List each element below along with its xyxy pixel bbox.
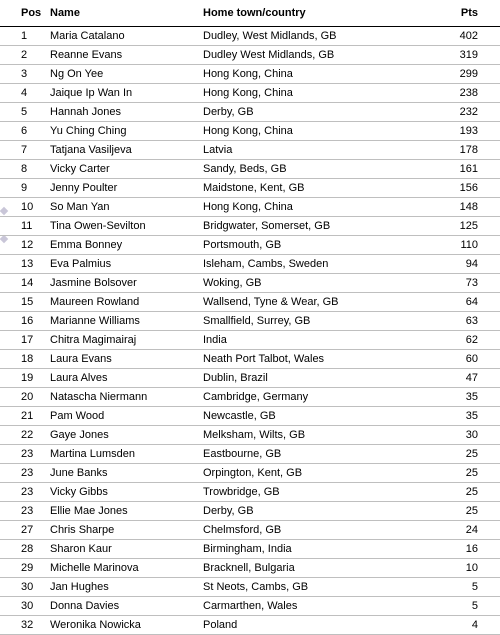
cell-pos: 30	[0, 597, 50, 616]
cell-pts: 35	[403, 407, 500, 426]
cell-name: Ellie Mae Jones	[50, 502, 203, 521]
cell-home-town: Hong Kong, China	[203, 198, 403, 217]
table-row	[0, 141, 500, 160]
cell-home-town: Poland	[203, 616, 403, 635]
table-row	[0, 407, 500, 426]
table-row	[0, 312, 500, 331]
cell-pos: 11	[0, 217, 50, 236]
cell-home-town: Hong Kong, China	[203, 122, 403, 141]
table-row	[0, 122, 500, 141]
cell-pts: 161	[403, 160, 500, 179]
cell-home-town: Newcastle, GB	[203, 407, 403, 426]
cell-home-town: Portsmouth, GB	[203, 236, 403, 255]
cell-pos: 18	[0, 350, 50, 369]
cell-name: Maria Catalano	[50, 27, 203, 46]
table-row	[0, 388, 500, 407]
cell-home-town: Dudley, West Midlands, GB	[203, 27, 403, 46]
table-row	[0, 464, 500, 483]
cell-home-town: Derby, GB	[203, 103, 403, 122]
table-row	[0, 84, 500, 103]
rankings-table-body	[0, 27, 500, 635]
cell-pos: 23	[0, 502, 50, 521]
cell-pos: 7	[0, 141, 50, 160]
cell-pts: 156	[403, 179, 500, 198]
cell-pts: 73	[403, 274, 500, 293]
table-row	[0, 65, 500, 84]
cell-pts: 24	[403, 521, 500, 540]
cell-name: Tatjana Vasiljeva	[50, 141, 203, 160]
table-row	[0, 217, 500, 236]
cell-name: Michelle Marinova	[50, 559, 203, 578]
cell-home-town: Neath Port Talbot, Wales	[203, 350, 403, 369]
cell-name: Chris Sharpe	[50, 521, 203, 540]
table-row	[0, 179, 500, 198]
cell-pts: 148	[403, 198, 500, 217]
table-row	[0, 369, 500, 388]
cell-pts: 4	[403, 616, 500, 635]
cell-pos: 10	[0, 198, 50, 217]
cell-name: Jan Hughes	[50, 578, 203, 597]
cell-home-town: Carmarthen, Wales	[203, 597, 403, 616]
cell-pts: 238	[403, 84, 500, 103]
cell-name: Natascha Niermann	[50, 388, 203, 407]
cell-home-town: Smallfield, Surrey, GB	[203, 312, 403, 331]
cell-name: Hannah Jones	[50, 103, 203, 122]
cell-home-town: Latvia	[203, 141, 403, 160]
cell-home-town: Woking, GB	[203, 274, 403, 293]
cell-pts: 299	[403, 65, 500, 84]
cell-home-town: Derby, GB	[203, 502, 403, 521]
column-header-name: Name	[50, 0, 203, 27]
table-row	[0, 331, 500, 350]
cell-pts: 232	[403, 103, 500, 122]
table-row	[0, 597, 500, 616]
table-row	[0, 103, 500, 122]
cell-pos: 30	[0, 578, 50, 597]
cell-pos: 23	[0, 445, 50, 464]
cell-pos: 5	[0, 103, 50, 122]
cell-pos: 4	[0, 84, 50, 103]
cell-name: Tina Owen-Sevilton	[50, 217, 203, 236]
cell-pts: 35	[403, 388, 500, 407]
cell-pos: 22	[0, 426, 50, 445]
cell-home-town: Bracknell, Bulgaria	[203, 559, 403, 578]
cell-name: Jenny Poulter	[50, 179, 203, 198]
table-row	[0, 616, 500, 635]
table-row	[0, 540, 500, 559]
cell-pos: 29	[0, 559, 50, 578]
header-row	[0, 0, 500, 27]
cell-home-town: Isleham, Cambs, Sweden	[203, 255, 403, 274]
table-row	[0, 293, 500, 312]
cell-pts: 62	[403, 331, 500, 350]
cell-home-town: Sandy, Beds, GB	[203, 160, 403, 179]
cell-home-town: Cambridge, Germany	[203, 388, 403, 407]
cell-pos: 27	[0, 521, 50, 540]
table-row	[0, 160, 500, 179]
cell-pos: 9	[0, 179, 50, 198]
cell-home-town: Maidstone, Kent, GB	[203, 179, 403, 198]
cell-pts: 5	[403, 597, 500, 616]
cell-pos: 17	[0, 331, 50, 350]
cell-pts: 25	[403, 483, 500, 502]
cell-name: Gaye Jones	[50, 426, 203, 445]
cell-pts: 25	[403, 502, 500, 521]
cell-home-town: Wallsend, Tyne & Wear, GB	[203, 293, 403, 312]
cell-pts: 110	[403, 236, 500, 255]
cell-home-town: Bridgwater, Somerset, GB	[203, 217, 403, 236]
cell-name: Emma Bonney	[50, 236, 203, 255]
cell-name: Weronika Nowicka	[50, 616, 203, 635]
cell-pos: 19	[0, 369, 50, 388]
cell-home-town: Chelmsford, GB	[203, 521, 403, 540]
cell-name: Jasmine Bolsover	[50, 274, 203, 293]
table-row	[0, 46, 500, 65]
cell-name: Jaique Ip Wan In	[50, 84, 203, 103]
cell-home-town: Melksham, Wilts, GB	[203, 426, 403, 445]
table-row	[0, 578, 500, 597]
cell-pts: 63	[403, 312, 500, 331]
cell-pts: 402	[403, 27, 500, 46]
table-row	[0, 559, 500, 578]
cell-pts: 60	[403, 350, 500, 369]
cell-pts: 30	[403, 426, 500, 445]
table-row	[0, 350, 500, 369]
cell-name: Marianne Williams	[50, 312, 203, 331]
cell-home-town: India	[203, 331, 403, 350]
cell-pts: 10	[403, 559, 500, 578]
column-header-pos: Pos	[0, 0, 50, 27]
cell-home-town: Birmingham, India	[203, 540, 403, 559]
cell-name: Donna Davies	[50, 597, 203, 616]
table-row	[0, 27, 500, 46]
cell-name: Ng On Yee	[50, 65, 203, 84]
table-row	[0, 502, 500, 521]
table-row	[0, 198, 500, 217]
cell-pts: 25	[403, 464, 500, 483]
cell-pos: 1	[0, 27, 50, 46]
cell-pos: 12	[0, 236, 50, 255]
cell-name: Vicky Carter	[50, 160, 203, 179]
cell-name: Laura Evans	[50, 350, 203, 369]
cell-home-town: Hong Kong, China	[203, 84, 403, 103]
table-row	[0, 274, 500, 293]
table-row	[0, 236, 500, 255]
column-header-pts: Pts	[403, 0, 500, 27]
cell-home-town: Hong Kong, China	[203, 65, 403, 84]
cell-pts: 319	[403, 46, 500, 65]
cell-home-town: St Neots, Cambs, GB	[203, 578, 403, 597]
table-row	[0, 483, 500, 502]
cell-pos: 28	[0, 540, 50, 559]
table-row	[0, 426, 500, 445]
cell-pos: 13	[0, 255, 50, 274]
cell-name: Eva Palmius	[50, 255, 203, 274]
cell-pos: 20	[0, 388, 50, 407]
table-row	[0, 445, 500, 464]
cell-name: So Man Yan	[50, 198, 203, 217]
cell-home-town: Dublin, Brazil	[203, 369, 403, 388]
cell-pos: 32	[0, 616, 50, 635]
cell-pos: 6	[0, 122, 50, 141]
cell-home-town: Trowbridge, GB	[203, 483, 403, 502]
cell-name: Yu Ching Ching	[50, 122, 203, 141]
cell-home-town: Dudley West Midlands, GB	[203, 46, 403, 65]
cell-pts: 125	[403, 217, 500, 236]
cell-pts: 16	[403, 540, 500, 559]
cell-home-town: Orpington, Kent, GB	[203, 464, 403, 483]
cell-pts: 64	[403, 293, 500, 312]
cell-name: Vicky Gibbs	[50, 483, 203, 502]
cell-pos: 15	[0, 293, 50, 312]
rankings-table-header	[0, 0, 500, 27]
cell-pos: 23	[0, 464, 50, 483]
cell-pos: 2	[0, 46, 50, 65]
cell-home-town: Eastbourne, GB	[203, 445, 403, 464]
column-header-home-town: Home town/country	[203, 0, 403, 27]
cell-pos: 14	[0, 274, 50, 293]
cell-name: Maureen Rowland	[50, 293, 203, 312]
cell-name: Reanne Evans	[50, 46, 203, 65]
cell-name: Laura Alves	[50, 369, 203, 388]
cell-name: June Banks	[50, 464, 203, 483]
cell-pts: 47	[403, 369, 500, 388]
cell-pts: 178	[403, 141, 500, 160]
cell-pos: 16	[0, 312, 50, 331]
cell-pts: 94	[403, 255, 500, 274]
cell-pts: 193	[403, 122, 500, 141]
cell-pos: 23	[0, 483, 50, 502]
cell-pts: 25	[403, 445, 500, 464]
table-row	[0, 255, 500, 274]
cell-pos: 21	[0, 407, 50, 426]
cell-name: Pam Wood	[50, 407, 203, 426]
cell-pts: 5	[403, 578, 500, 597]
cell-pos: 3	[0, 65, 50, 84]
table-row	[0, 521, 500, 540]
cell-name: Chitra Magimairaj	[50, 331, 203, 350]
cell-pos: 8	[0, 160, 50, 179]
cell-name: Martina Lumsden	[50, 445, 203, 464]
cell-name: Sharon Kaur	[50, 540, 203, 559]
